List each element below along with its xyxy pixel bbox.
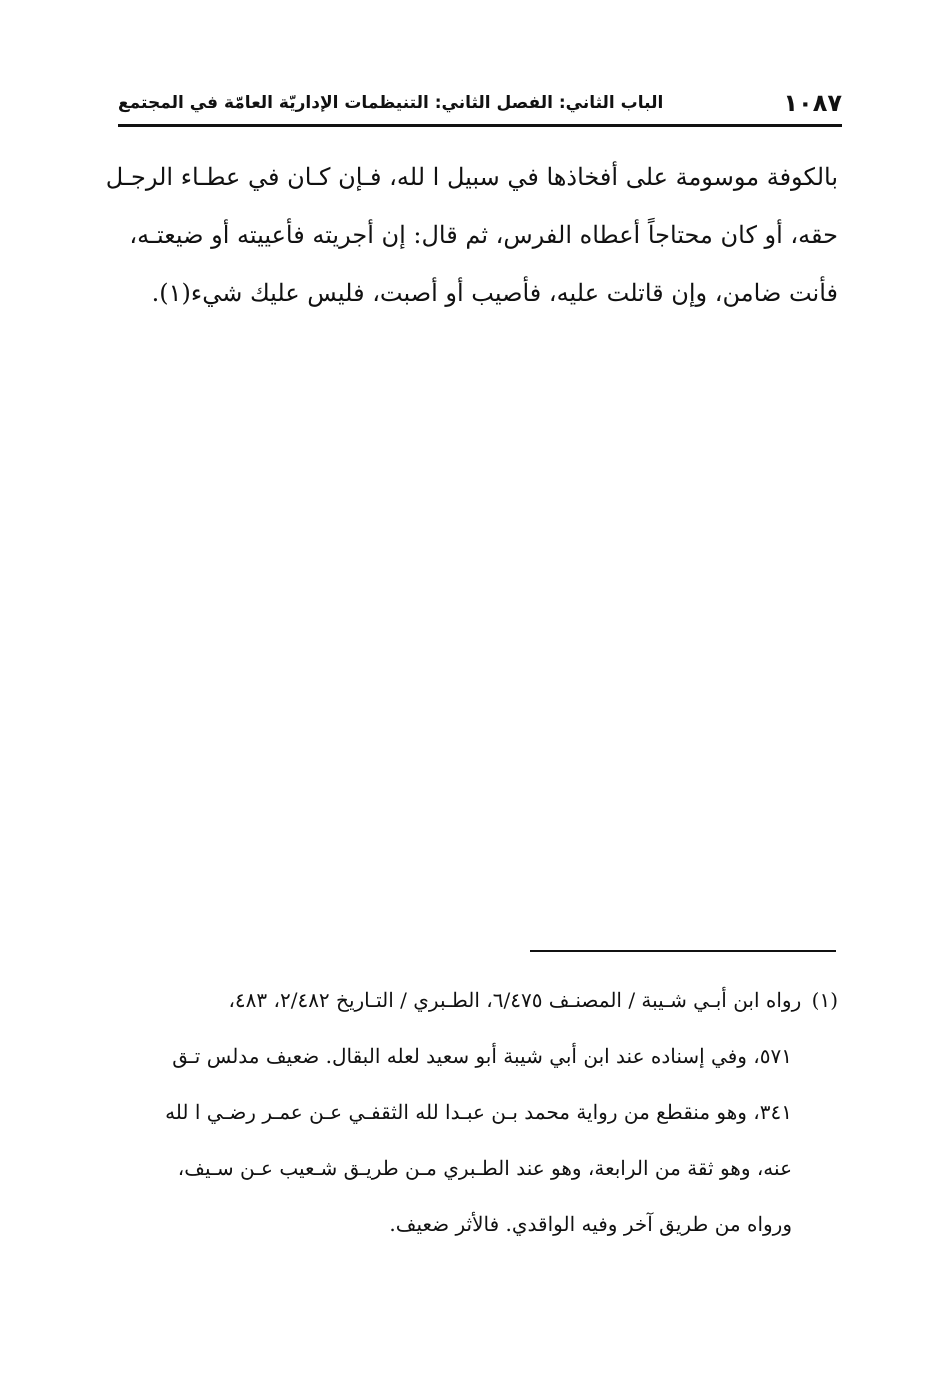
footnote-separator <box>530 950 836 952</box>
footnote-line-4: عنه، وهو ثقة من الرابعة، وهو عند الطـبري مـن طريـق شـعيب عـن سـيف، <box>177 1156 792 1180</box>
body-line-2: حقه، أو كان محتاجاً أعطاه الفرس، ثم قال: إن أجريته فأعييته أو ضيعتـه، <box>129 221 838 249</box>
footnote-line-2: ٥٧١، وفي إسناده عند ابن أبي شيبة أبو سعيد لعله البقال. ضعيف مدلس تـق <box>172 1044 792 1068</box>
running-title: الباب الثاني: الفصل الثاني: التنيظمات الإداريّة العامّة في المجتمع <box>118 93 664 113</box>
header-divider <box>118 124 842 127</box>
page-number: ١٠٨٧ <box>783 89 842 117</box>
page-header <box>118 88 842 122</box>
footnote-line-5: ورواه من طريق آخر وفيه الواقدي. فالأثر ضعيف. <box>389 1212 792 1236</box>
footnote-marker: (١) <box>811 988 838 1012</box>
footnotes <box>118 972 838 1252</box>
footnote-line-1 <box>118 972 838 1028</box>
body-line-1: بالكوفة موسومة على أفخاذها في سبيل ا لله، فـإن كـان في عطـاء الرجـل <box>105 163 838 191</box>
footnote-text-1: رواه ابن أبـي شـيبة / المصنـف ٦/٤٧٥، الطـبري / التـاريخ ٢/٤٨٢، ٤٨٣، <box>228 988 802 1012</box>
body-line-3: فأنت ضامن، وإن قاتلت عليه، فأصيب أو أصبت، فليس عليك شيء(١). <box>151 279 838 307</box>
footnote-line-3: ٣٤١، وهو منقطع من رواية محمد بـن عبـدا لله الثقفـي عـن عمـر رضـي ا لله <box>165 1100 792 1124</box>
main-text <box>105 148 838 322</box>
